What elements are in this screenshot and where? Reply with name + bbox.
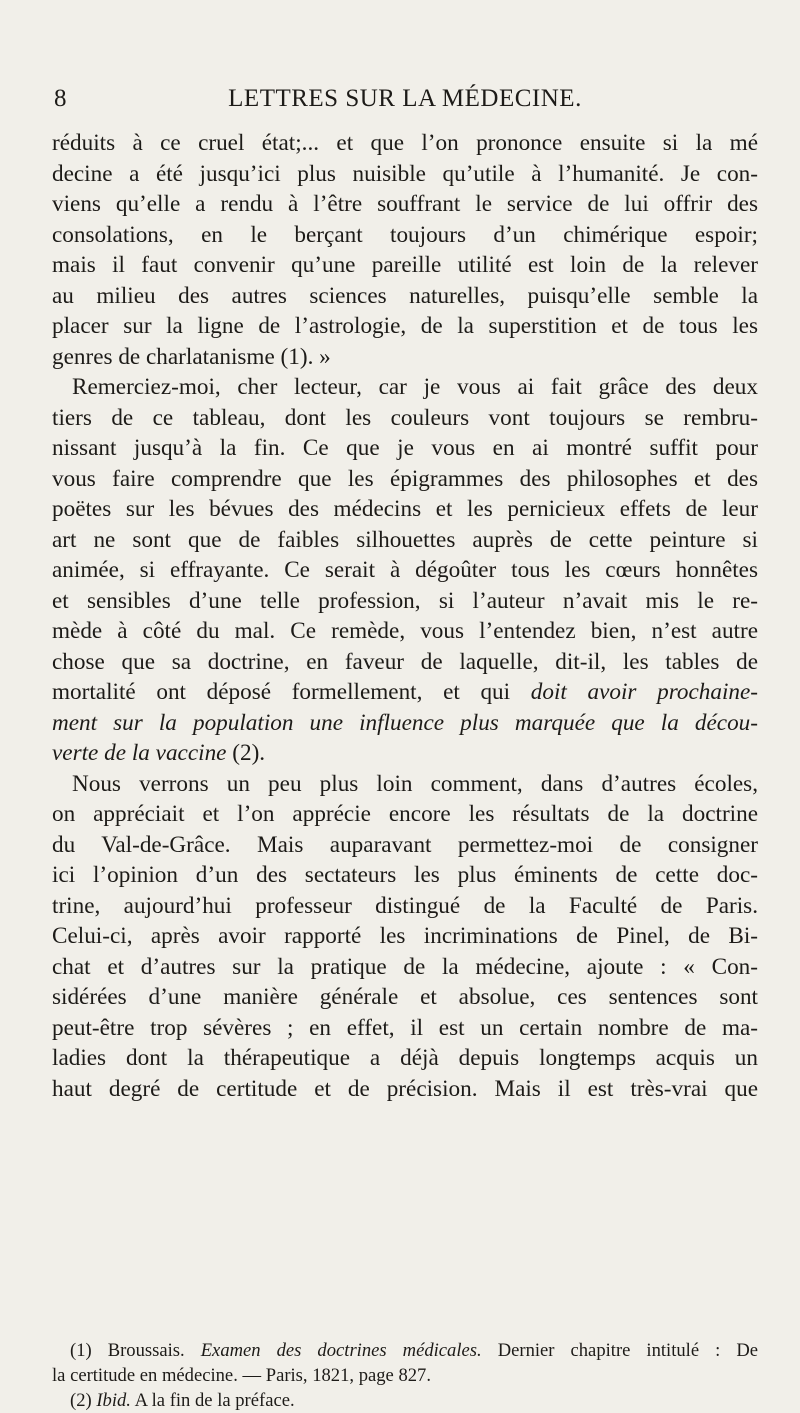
text-line: peut-être trop sévères ; en effet, il est un certain nombre de ma- [52, 1014, 758, 1041]
text-line: nissant jusqu’à la fin. Ce que je vous en ai montré suffit pour [52, 435, 758, 461]
text-line: consolations, en le berçant toujours d’un chimérique espoir; [52, 221, 758, 248]
text-segment: (2). [226, 740, 266, 766]
footnote-1-continued: la certitude en médecine. — Paris, 1821, page 827. [52, 1365, 431, 1386]
footnote-1 [52, 1338, 758, 1363]
italic-segment: doit avoir prochaine- [530, 679, 758, 705]
text-line: art ne sont que de faibles silhouettes auprès de cette peinture si [52, 526, 758, 553]
text-line: vous faire comprendre que les épigrammes des philosophes et des [52, 465, 758, 492]
footnote-title: Examen des doctrines médicales. [200, 1340, 482, 1361]
text-line: genres de charlatanisme (1). » [52, 343, 331, 370]
text-line: mais il faut convenir qu’une pareille utilité est loin de la relever [52, 252, 758, 278]
text-line: decine a été jusqu’ici plus nuisible qu’utile à l’humanité. Je con- [52, 160, 758, 187]
text-line: trine, aujourd’hui professeur distingué de la Faculté de Paris. [52, 892, 758, 919]
text-line: Celui-ci, après avoir rapporté les incriminations de Pinel, de Bi- [52, 923, 758, 949]
text-line: Nous verrons un peu plus loin comment, dans d’autres écoles, [72, 770, 758, 797]
text-line: au milieu des autres sciences naturelles, puisqu’elle semble la [52, 282, 758, 309]
text-line: mède à côté du mal. Ce remède, vous l’entendez bien, n’est autre [52, 618, 758, 644]
text-line: du Val-de-Grâce. Mais auparavant permettez-moi de consigner [52, 831, 758, 858]
body-text [52, 128, 758, 1104]
footnotes [52, 1338, 758, 1413]
text-line: ladies dont la thérapeutique a déjà depuis longtemps acquis un [52, 1045, 758, 1071]
text-line: haut degré de certitude et de précision. Mais il est très-vrai que [52, 1075, 758, 1102]
footnote-text: A la fin de la préface. [130, 1390, 295, 1411]
text-line: viens qu’elle a rendu à l’être souffrant le service de lui offrir des [52, 191, 758, 217]
text-line-mixed [52, 738, 758, 769]
text-line: et sensibles d’une telle profession, si l’auteur n’avait mis le re- [52, 587, 758, 614]
text-line: sidérées d’une manière générale et absolue, ces sentences sont [52, 984, 758, 1010]
text-segment: mortalité ont déposé formellement, et qui [52, 679, 511, 705]
text-line: ici l’opinion d’un des sectateurs les plus éminents de cette doc- [52, 862, 758, 888]
text-line: chose que sa doctrine, en faveur de laquelle, dit-il, les tables de [52, 648, 758, 675]
footnote-2 [52, 1388, 758, 1413]
book-page [52, 0, 758, 1411]
text-line: tiers de ce tableau, dont les couleurs vont toujours se rembru- [52, 404, 758, 431]
text-line: réduits à ce cruel état;... et que l’on prononce ensuite si la mé [52, 130, 758, 156]
text-line: poëtes sur les bévues des médecins et les pernicieux effets de leur [52, 496, 758, 522]
footnote-text: Dernier chapitre intitulé : De [481, 1340, 758, 1361]
page-number: 8 [54, 85, 67, 112]
page-header [52, 82, 758, 116]
text-line: ment sur la population une influence plus marquée que la décou- [52, 709, 758, 736]
running-title: LETTRES SUR LA MÉDECINE. [228, 85, 582, 112]
footnote-mark: (2) [70, 1390, 97, 1411]
text-line: placer sur la ligne de l’astrologie, de la superstition et de tous les [52, 313, 758, 339]
footnote-title: Ibid. [96, 1390, 131, 1411]
text-line: on appréciait et l’on apprécie encore les résultats de la doctrine [52, 801, 758, 827]
text-line: animée, si effrayante. Ce serait à dégoûter tous les cœurs honnêtes [52, 557, 758, 583]
footnote-mark: (1) Broussais. [70, 1340, 201, 1361]
text-line: chat et d’autres sur la pratique de la médecine, ajoute : « Con- [52, 953, 758, 980]
text-line-mixed [52, 677, 758, 708]
text-line: Remerciez-moi, cher lecteur, car je vous ai fait grâce des deux [72, 374, 758, 400]
italic-segment: verte de la vaccine [52, 740, 227, 766]
